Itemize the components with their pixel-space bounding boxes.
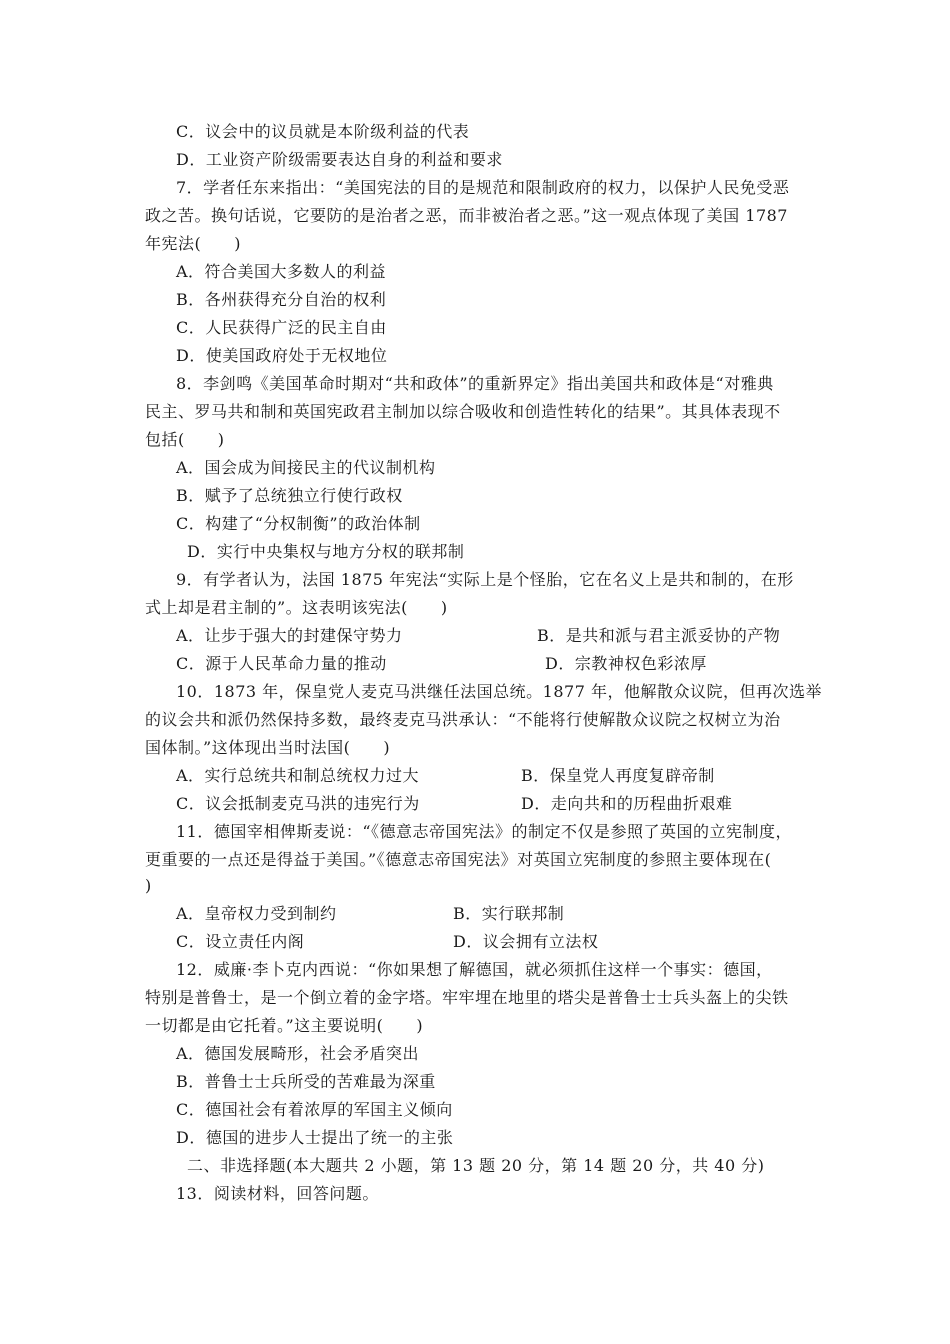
question-9-stem: 9．有学者认为，法国 1875 年宪法“实际上是个怪胎，它在名义上是共和制的，在形 [176,570,794,589]
section-heading: 二、非选择题(本大题共 2 小题，第 13 题 20 分，第 14 题 20 分，共 40 分) [187,1156,765,1175]
option-b: B．保皇党人再度复辟帝制 [521,766,715,785]
option-d: D．议会拥有立法权 [453,932,599,951]
question-8-stem-cont: 民主、罗马共和制和英国宪政君主制加以综合吸收和创造性转化的结果”。其具体表现不 [145,402,781,421]
option-a: A．符合美国大多数人的利益 [176,262,387,281]
option-c: C．议会中的议员就是本阶级利益的代表 [176,122,470,141]
option-b: B．实行联邦制 [453,904,565,923]
question-12-stem-cont: 特别是普鲁士，是一个倒立着的金字塔。牢牢埋在地里的塔尖是普鲁士士兵头盔上的尖铁 [145,988,789,1007]
question-9-stem-cont: 式上却是君主制的”。这表明该宪法( ) [145,598,448,617]
option-d: D．走向共和的历程曲折艰难 [521,794,733,813]
question-7-stem-cont: 年宪法( ) [145,234,241,253]
option-c: C．设立责任内阁 [176,932,305,951]
question-11-stem: 11．德国宰相俾斯麦说：“《德意志帝国宪法》的制定不仅是参照了英国的立宪制度， [176,822,793,841]
option-a: A．国会成为间接民主的代议制机构 [176,458,436,477]
option-d: D．使美国政府处于无权地位 [176,346,388,365]
option-b: B．各州获得充分自治的权利 [176,290,387,309]
question-8-stem-cont: 包括( ) [145,430,225,449]
option-a: A．皇帝权力受到制约 [176,904,337,923]
question-12-stem-cont: 一切都是由它托着。”这主要说明( ) [145,1016,424,1035]
question-10-stem: 10．1873 年，保皇党人麦克马洪继任法国总统。1877 年，他解散众议院，但再次选举 [176,682,822,701]
option-a: A．德国发展畸形，社会矛盾突出 [176,1044,420,1063]
option-d: D．德国的进步人士提出了统一的主张 [176,1128,454,1147]
question-10-stem-cont: 国体制。”这体现出当时法国( ) [145,738,391,757]
question-11-stem-cont: ) [145,876,152,895]
question-11-stem-cont: 更重要的一点还是得益于美国。”《德意志帝国宪法》对英国立宪制度的参照主要体现在( [145,850,772,869]
option-a: A．让步于强大的封建保守势力 [176,626,403,645]
question-13-stem: 13．阅读材料，回答问题。 [176,1184,379,1203]
question-7-stem: 7．学者任东来指出：“美国宪法的目的是规范和限制政府的权力，以保护人民免受恶 [176,178,790,197]
question-8-stem: 8．李剑鸣《美国革命时期对“共和政体”的重新界定》指出美国共和政体是“对雅典 [176,374,774,393]
option-c: C．议会抵制麦克马洪的违宪行为 [176,794,420,813]
option-c: C．德国社会有着浓厚的军国主义倾向 [176,1100,453,1119]
option-d: D．工业资产阶级需要表达自身的利益和要求 [176,150,503,169]
question-7-stem-cont: 政之苦。换句话说，它要防的是治者之恶，而非被治者之恶。”这一观点体现了美国 1787 [145,206,788,225]
option-c: C．构建了“分权制衡”的政治体制 [176,514,421,533]
option-c: C．源于人民革命力量的推动 [176,654,387,673]
option-b: B．普鲁士士兵所受的苦难最为深重 [176,1072,436,1091]
option-d: D．实行中央集权与地方分权的联邦制 [187,542,465,561]
option-d: D．宗教神权色彩浓厚 [545,654,707,673]
option-b: B．是共和派与君主派妥协的产物 [537,626,781,645]
question-10-stem-cont: 的议会共和派仍然保持多数，最终麦克马洪承认：“不能将行使解散众议院之权树立为治 [145,710,781,729]
option-c: C．人民获得广泛的民主自由 [176,318,387,337]
option-b: B．赋予了总统独立行使行政权 [176,486,403,505]
question-12-stem: 12．威廉·李卜克内西说：“你如果想了解德国，就必须抓住这样一个事实：德国， [176,960,773,979]
option-a: A．实行总统共和制总统权力过大 [176,766,420,785]
